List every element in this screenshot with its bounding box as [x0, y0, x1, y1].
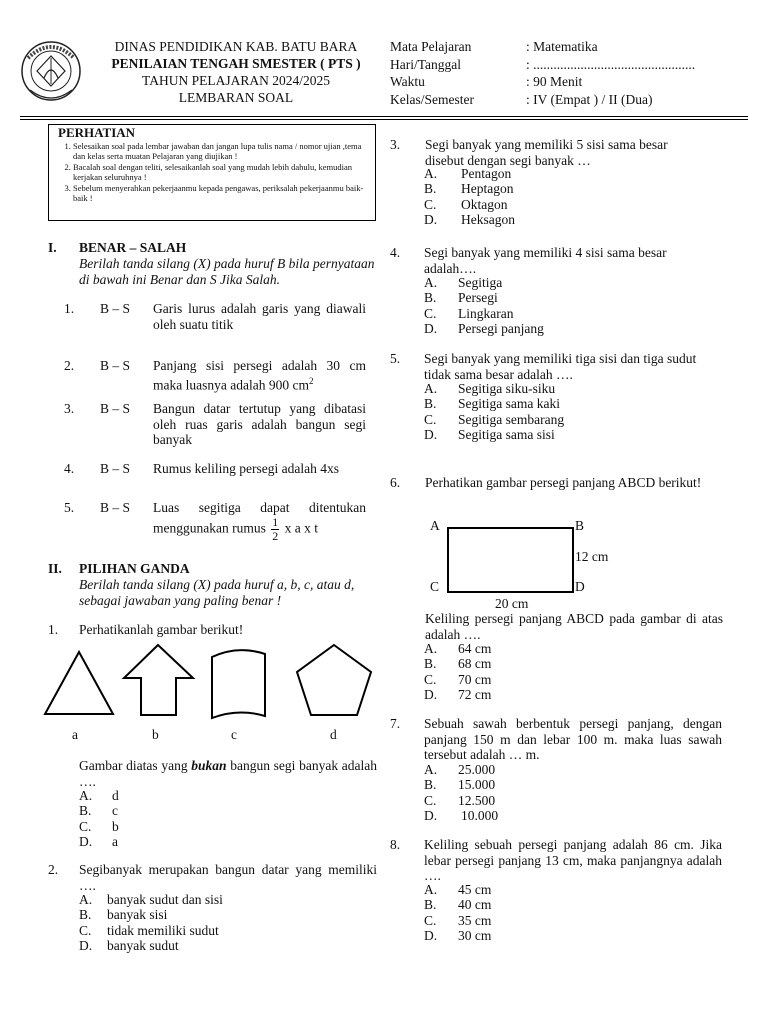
option-d[interactable] [79, 834, 279, 849]
sheet-title: LEMBARAN SOAL [178, 90, 294, 105]
option-letter: C. [424, 411, 437, 427]
q3-options [424, 166, 624, 227]
school-header [86, 38, 386, 106]
option-letter: C. [424, 912, 437, 928]
stem-emphasis: bukan [191, 758, 227, 773]
option-a[interactable] [424, 882, 624, 897]
item-text [153, 358, 366, 393]
option-letter: B. [79, 907, 92, 923]
q6-stem-2: Keliling persegi panjang ABCD pada gambar di atas adalah …. [425, 611, 723, 642]
header-divider [20, 116, 748, 117]
section-title: BENAR – SALAH [79, 240, 187, 255]
notice-title: PERHATIAN [58, 125, 136, 140]
option-text: Heksagon [461, 211, 515, 227]
section-true-false-instruction: Berilah tanda silang (X) pada huruf B bila pernyataan di bawah ini Benar dan S Jika Salah. [79, 256, 375, 287]
section-true-false-heading [48, 240, 368, 256]
question-stem: Sebuah sawah berbentuk persegi panjang, dengan panjang 150 m dan lebar 100 m. maka luas sawah tersebut adalah … m. [424, 716, 722, 762]
tf-item [48, 500, 368, 548]
option-c[interactable] [424, 793, 624, 808]
section-multiple-choice-heading [48, 561, 368, 577]
option-letter: B. [424, 656, 437, 672]
fraction-one-half [271, 516, 279, 543]
tf-item [48, 301, 368, 333]
option-c[interactable] [424, 672, 624, 687]
question-number: 7. [390, 716, 401, 731]
q5-options [424, 381, 644, 442]
option-letter: D. [424, 320, 438, 336]
q7-options [424, 762, 624, 823]
option-letter: B. [424, 181, 437, 197]
notice-item: 2. Bacalah soal dengan teliti, selesaikanlah soal yang mudah lebih dahulu, kemudian kerjakan seluruhnya ! [73, 162, 375, 183]
section-title: PILIHAN GANDA [79, 561, 190, 576]
option-letter: D. [424, 686, 438, 702]
option-letter: C. [424, 792, 437, 808]
option-b[interactable] [424, 656, 624, 671]
question-stem: Keliling sebuah persegi panjang adalah 86 cm. Jika lebar persegi panjang 13 cm, maka panjangnya adalah …. [424, 837, 722, 883]
option-letter: A. [424, 882, 438, 897]
option-text: 10.000 [461, 807, 499, 823]
option-text: 40 cm [458, 897, 492, 913]
option-text: Persegi [458, 290, 498, 306]
option-text: banyak sisi [107, 907, 168, 923]
option-b[interactable] [424, 181, 624, 196]
option-letter: A. [424, 166, 438, 181]
option-letter: C. [424, 305, 437, 321]
formula-prefix: menggunakan rumus [153, 520, 266, 536]
notice-box [48, 124, 376, 221]
q4-options [424, 275, 624, 336]
item-text-main: Panjang sisi persegi adalah 30 cm maka luasnya adalah 900 cm [153, 358, 366, 392]
info-label: Kelas/Semester [390, 91, 474, 107]
info-subject [390, 38, 695, 56]
formula-suffix: x a x t [284, 520, 318, 536]
info-value: : IV (Empat ) / II (Dua) [526, 91, 653, 107]
question-7 [390, 716, 725, 764]
option-a[interactable] [424, 166, 624, 181]
option-text: banyak sudut [107, 937, 179, 953]
item-number: 1. [64, 301, 75, 316]
option-c[interactable] [79, 923, 329, 938]
option-c[interactable] [79, 819, 279, 834]
option-text: Oktagon [461, 196, 508, 212]
q1-shapes [40, 642, 380, 724]
info-value: : 90 Menit [526, 74, 583, 89]
option-c[interactable] [424, 197, 624, 212]
option-text: banyak sudut dan sisi [107, 892, 223, 907]
true-false-choice[interactable]: B – S [100, 461, 131, 476]
option-text: 72 cm [458, 686, 492, 702]
option-a[interactable] [79, 788, 279, 803]
true-false-choice[interactable]: B – S [100, 401, 131, 416]
pentagon-shape [297, 645, 371, 715]
info-date [390, 56, 695, 74]
option-b[interactable] [424, 777, 624, 792]
option-d[interactable] [424, 687, 624, 702]
corner-label-b: B [575, 518, 585, 533]
option-text: 30 cm [458, 927, 492, 943]
tf-item [48, 358, 368, 390]
question-number: 3. [390, 137, 401, 152]
question-stem: Segibanyak merupakan bangun datar yang memiliki …. [79, 862, 377, 893]
option-b[interactable] [79, 907, 329, 922]
option-c[interactable] [424, 913, 624, 928]
option-text: 35 cm [458, 912, 492, 928]
question-stem: Perhatikanlah gambar berikut! [79, 622, 244, 637]
option-d[interactable] [79, 938, 329, 953]
option-c[interactable] [424, 306, 624, 321]
option-text: Pentagon [461, 166, 512, 181]
tf-item [48, 461, 368, 477]
option-text: 45 cm [458, 882, 492, 897]
question-number: 5. [390, 351, 401, 366]
item-text-formula [153, 516, 383, 543]
shape-label-d: d [330, 727, 337, 742]
exam-info [390, 38, 695, 108]
option-letter: B. [424, 290, 437, 306]
question-4 [390, 245, 725, 277]
option-text: Segitiga sembarang [458, 411, 565, 427]
option-letter: C. [79, 922, 92, 938]
item-text: Luas segitiga dapat ditentukan [153, 500, 366, 515]
corner-label-a: A [430, 518, 440, 533]
option-letter: A. [424, 762, 438, 777]
info-value: : ................................................ [526, 56, 696, 72]
question-stem: Segi banyak yang memiliki tiga sisi dan tiga sudut tidak sama besar adalah …. [424, 351, 697, 382]
option-letter: B. [424, 396, 437, 412]
option-text: Segitiga sama kaki [458, 396, 560, 412]
q2-options [79, 892, 329, 953]
option-a[interactable] [424, 381, 644, 396]
item-text: Garis lurus adalah garis yang diawali oleh suatu titik [153, 301, 366, 332]
question-6 [390, 475, 725, 507]
superscript: 2 [308, 375, 314, 386]
notice-item: 3. Sebelum menyerahkan pekerjaanmu kepada pengawas, periksalah pekerjaanmu baik-baik ! [73, 183, 375, 204]
fraction-numerator: 1 [272, 515, 279, 529]
option-text: Lingkaran [458, 305, 514, 321]
arrow-shape [124, 645, 193, 715]
option-text: Persegi panjang [458, 320, 544, 336]
item-number: 4. [64, 461, 75, 476]
option-text: 15.000 [458, 777, 496, 793]
question-stem: Segi banyak yang memiliki 5 sisi sama besar disebut dengan segi banyak … [425, 137, 668, 168]
header-divider-thin [20, 119, 748, 120]
option-a[interactable] [424, 641, 624, 656]
width-label: 20 cm [495, 596, 529, 611]
option-c[interactable] [424, 412, 644, 427]
q1-options [79, 788, 279, 849]
option-letter: B. [424, 897, 437, 913]
option-text: 25.000 [458, 762, 496, 777]
corner-label-c: C [430, 579, 440, 594]
info-value: : Matematika [526, 39, 598, 54]
option-a[interactable] [424, 762, 624, 777]
question-5 [390, 351, 725, 383]
option-letter: D. [424, 211, 438, 227]
true-false-choice[interactable]: B – S [100, 358, 131, 373]
option-text: 64 cm [458, 641, 492, 656]
item-number: 2. [64, 358, 75, 373]
shape-label-b: b [152, 727, 159, 742]
info-class [390, 91, 695, 109]
academic-year: TAHUN PELAJARAN 2024/2025 [142, 73, 330, 88]
option-letter: D. [424, 426, 438, 442]
option-d[interactable] [424, 427, 644, 442]
info-label: Waktu [390, 74, 425, 89]
option-text: 12.500 [458, 792, 496, 808]
option-text: Segitiga [458, 275, 503, 290]
notice-list [49, 141, 375, 204]
option-letter: C. [424, 671, 437, 687]
option-text: tidak memiliki sudut [107, 922, 219, 938]
corner-label-d: D [575, 579, 585, 594]
item-text: Bangun datar tertutup yang dibatasi oleh ruas garis adalah bangun segi banyak [153, 401, 366, 447]
option-letter: B. [424, 777, 437, 793]
option-b[interactable] [424, 290, 624, 305]
question-2 [48, 862, 378, 894]
section-number: I. [48, 240, 57, 255]
question-stem: Perhatikan gambar persegi panjang ABCD berikut! [425, 475, 702, 490]
option-b[interactable] [79, 803, 279, 818]
option-a[interactable] [424, 275, 624, 290]
question-8 [390, 837, 725, 885]
q8-options [424, 882, 624, 943]
true-false-choice[interactable]: B – S [100, 500, 131, 515]
question-number: 6. [390, 475, 401, 490]
question-3 [390, 137, 725, 169]
curved-shape [212, 650, 265, 718]
option-b[interactable] [424, 396, 644, 411]
option-letter: A. [424, 641, 438, 656]
option-text: Heptagon [461, 181, 514, 197]
info-time [390, 73, 695, 91]
question-number: 4. [390, 245, 401, 260]
item-number: 3. [64, 401, 75, 416]
question-number: 1. [48, 622, 59, 637]
fraction-denominator: 2 [272, 529, 279, 543]
notice-item: 1. Selesaikan soal pada lembar jawaban dan jangan lupa tulis nama / nomor ujian ,tema dan kelas serta muatan Pelajaran yang diujikan ! [73, 141, 375, 162]
height-label: 12 cm [575, 549, 609, 564]
section-multiple-choice-instruction: Berilah tanda silang (X) pada huruf a, b, c, atau d, sebagai jawaban yang paling benar ! [79, 577, 355, 608]
tut-wuri-handayani-logo [20, 38, 82, 108]
option-d[interactable] [424, 928, 624, 943]
option-text: b [112, 818, 119, 834]
stem-text: bangun segi banyak adalah …. [79, 758, 378, 789]
shape-label-a: a [72, 727, 78, 742]
option-letter: D. [79, 833, 93, 849]
option-letter: D. [79, 937, 93, 953]
rectangle-abcd [447, 527, 574, 593]
q6-options [424, 641, 624, 702]
option-letter: A. [424, 275, 438, 290]
option-b[interactable] [424, 897, 624, 912]
tf-item [48, 401, 368, 449]
option-text: c [112, 803, 118, 819]
agency-line: DINAS PENDIDIKAN KAB. BATU BARA [114, 39, 358, 54]
option-letter: A. [79, 892, 93, 907]
shape-label-c: c [231, 727, 237, 742]
option-text: 70 cm [458, 671, 492, 687]
question-number: 2. [48, 862, 59, 877]
option-text: d [112, 788, 119, 803]
info-label: Hari/Tanggal [390, 56, 462, 72]
option-letter: D. [424, 807, 438, 823]
info-label: Mata Pelajaran [390, 39, 472, 54]
option-a[interactable] [79, 892, 329, 907]
exam-title: PENILAIAN TENGAH SMESTER ( PTS ) [111, 56, 361, 71]
q1-stem-2 [79, 758, 377, 789]
option-d[interactable] [424, 808, 624, 823]
triangle-shape [45, 652, 113, 714]
option-text: 68 cm [458, 656, 492, 672]
question-number: 8. [390, 837, 401, 852]
item-number: 5. [64, 500, 75, 515]
option-letter: C. [424, 196, 437, 212]
section-number: II. [48, 561, 62, 576]
option-letter: A. [79, 788, 93, 803]
option-letter: B. [79, 803, 92, 819]
option-text: Segitiga sama sisi [458, 426, 555, 442]
item-text: Rumus keliling persegi adalah 4xs [153, 461, 339, 476]
option-d[interactable] [424, 212, 624, 227]
option-text: Segitiga siku-siku [458, 381, 556, 396]
question-stem: Segi banyak yang memiliki 4 sisi sama besar adalah…. [424, 245, 667, 276]
stem-text: Gambar diatas yang [79, 758, 188, 773]
true-false-choice[interactable]: B – S [100, 301, 131, 316]
option-letter: D. [424, 927, 438, 943]
option-text: a [112, 833, 118, 849]
option-letter: A. [424, 381, 438, 396]
option-letter: C. [79, 818, 92, 834]
option-d[interactable] [424, 321, 624, 336]
